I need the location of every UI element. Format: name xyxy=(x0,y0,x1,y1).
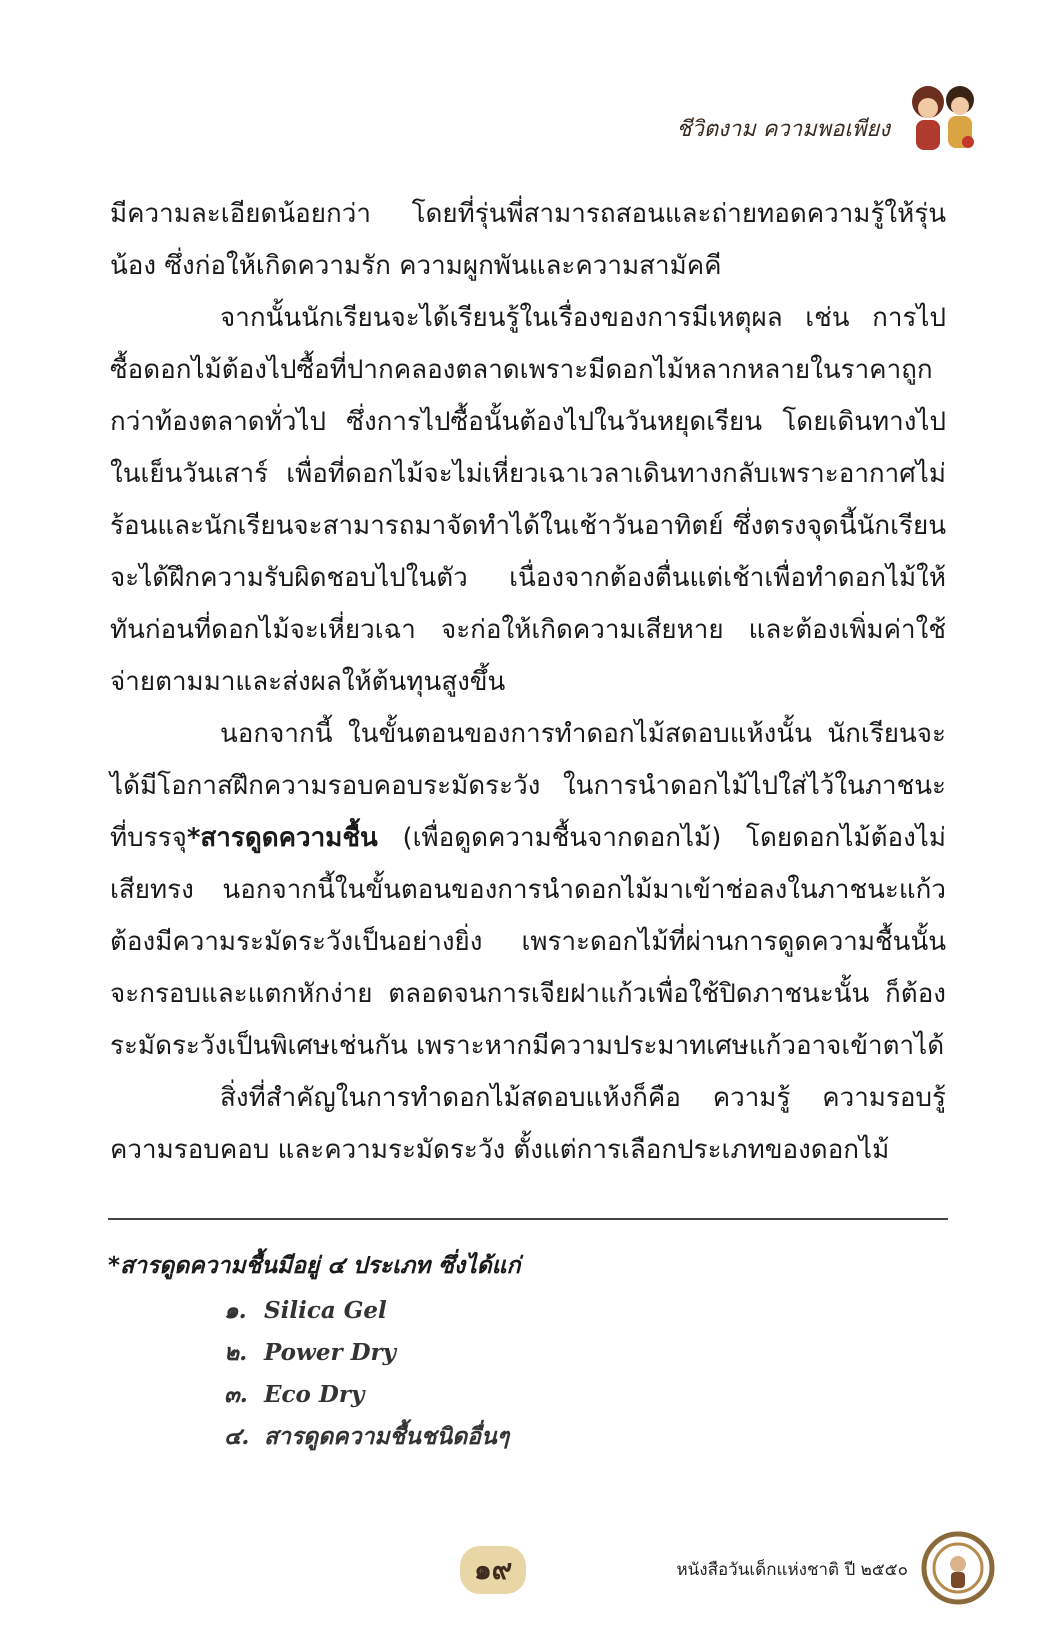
list-item xyxy=(224,1416,948,1458)
paragraph-3-end: (เพื่อดูดความชื้นจากดอกไม้) โดยดอกไม้ต้องไม่เสียทรง นอกจากนี้ในขั้นตอนของการนำดอกไม้มาเข้าช่อลงในภาชนะแก้ว ต้องมีความระมัดระวังเป็นอย่างยิ่ง เพราะดอกไม้ที่ผ่านการดูดความชื้นนั้น จะกรอบและแตกหักง่าย ตลอดจนการเจียฝาแก้วเพื่อใช้ปิดภาชนะนั้น ก็ต้องระมัดระวังเป็นพิเศษเช่นกัน เพราะหากมีความประมาทเศษแก้วอาจเข้าตาได้ xyxy=(110,823,946,1061)
list-item-text: สารดูดความชื้นชนิดอื่นๆ xyxy=(264,1423,510,1450)
list-item-number: ๓. xyxy=(224,1381,248,1408)
list-item-number: ๑. xyxy=(224,1297,247,1324)
paragraph-4: สิ่งที่สำคัญในการทำดอกไม้สดอบแห้งก็คือ ความรู้ ความรอบรู้ ความรอบคอบ และความระมัดระวัง ตั้งแต่การเลือกประเภทของดอกไม้ xyxy=(110,1083,946,1165)
book-title: หนังสือวันเด็กแห่งชาติ ปี ๒๕๕๐ xyxy=(676,1560,908,1580)
paragraph-3 xyxy=(110,708,946,1072)
paragraph-1: มีความละเอียดน้อยกว่า โดยที่รุ่นพี่สามารถสอนและถ่ายทอดความรู้ให้รุ่นน้อง ซึ่งก่อให้เกิดความรัก ความผูกพันและความสามัคคี xyxy=(110,199,946,281)
list-item-text: Power Dry xyxy=(264,1339,397,1366)
children-illustration-icon xyxy=(898,72,988,162)
header-title: ชีวิตงาม ความพอเพียง xyxy=(676,116,890,142)
list-item xyxy=(224,1374,948,1416)
list-item xyxy=(224,1332,948,1374)
footnote-divider xyxy=(108,1218,948,1220)
page-header xyxy=(677,72,988,162)
list-item-number: ๒. xyxy=(224,1339,248,1366)
desiccant-term: *สารดูดความชื้น xyxy=(186,823,378,853)
page-footer xyxy=(0,1518,1058,1608)
paragraph-3-start: นอกจากนี้ ในขั้นตอนของการทำดอกไม้สดอบแห้งนั้น นักเรียนจะได้มีโอกาสฝึกความรอบคอบระมัดระวัง ในการนำดอกไม้ไปใส่ไว้ในภาชนะที่บรรจุ xyxy=(110,719,946,853)
national-children-day-emblem-icon xyxy=(918,1528,998,1608)
list-item xyxy=(224,1290,948,1332)
list-item-text: Eco Dry xyxy=(264,1381,365,1408)
footnote-title: *สารดูดความชื้นมีอยู่ ๔ ประเภท ซึ่งได้แก่ xyxy=(108,1253,521,1279)
list-item-text: Silica Gel xyxy=(264,1297,387,1324)
paragraph-2: จากนั้นนักเรียนจะได้เรียนรู้ในเรื่องของการมีเหตุผล เช่น การไปซื้อดอกไม้ต้องไปซื้อที่ปากคลองตลาดเพราะมีดอกไม้หลากหลายในราคาถูกกว่าท้องตลาดทั่วไป ซึ่งการไปซื้อนั้นต้องไปในวันหยุดเรียน โดยเดินทางไปในเย็นวันเสาร์ เพื่อที่ดอกไม้จะไม่เหี่ยวเฉาเวลาเดินทางกลับเพราะอากาศไม่ร้อนและนักเรียนจะสามารถมาจัดทำได้ในเช้าวันอาทิตย์ ซึ่งตรงจุดนี้นักเรียนจะได้ฝึกความรับผิดชอบไปในตัว เนื่องจากต้องตื่นแต่เช้าเพื่อทำดอกไม้ให้ทันก่อนที่ดอกไม้จะเหี่ยวเฉา จะก่อให้เกิดความเสียหาย และต้องเพิ่มค่าใช้จ่ายตามมาและส่งผลให้ต้นทุนสูงขึ้น xyxy=(110,303,946,697)
page-number: ๑๙ xyxy=(460,1546,526,1594)
footnote-list xyxy=(108,1290,948,1458)
body-text xyxy=(110,188,946,1176)
list-item-number: ๔. xyxy=(224,1423,250,1450)
footnote xyxy=(108,1248,948,1458)
